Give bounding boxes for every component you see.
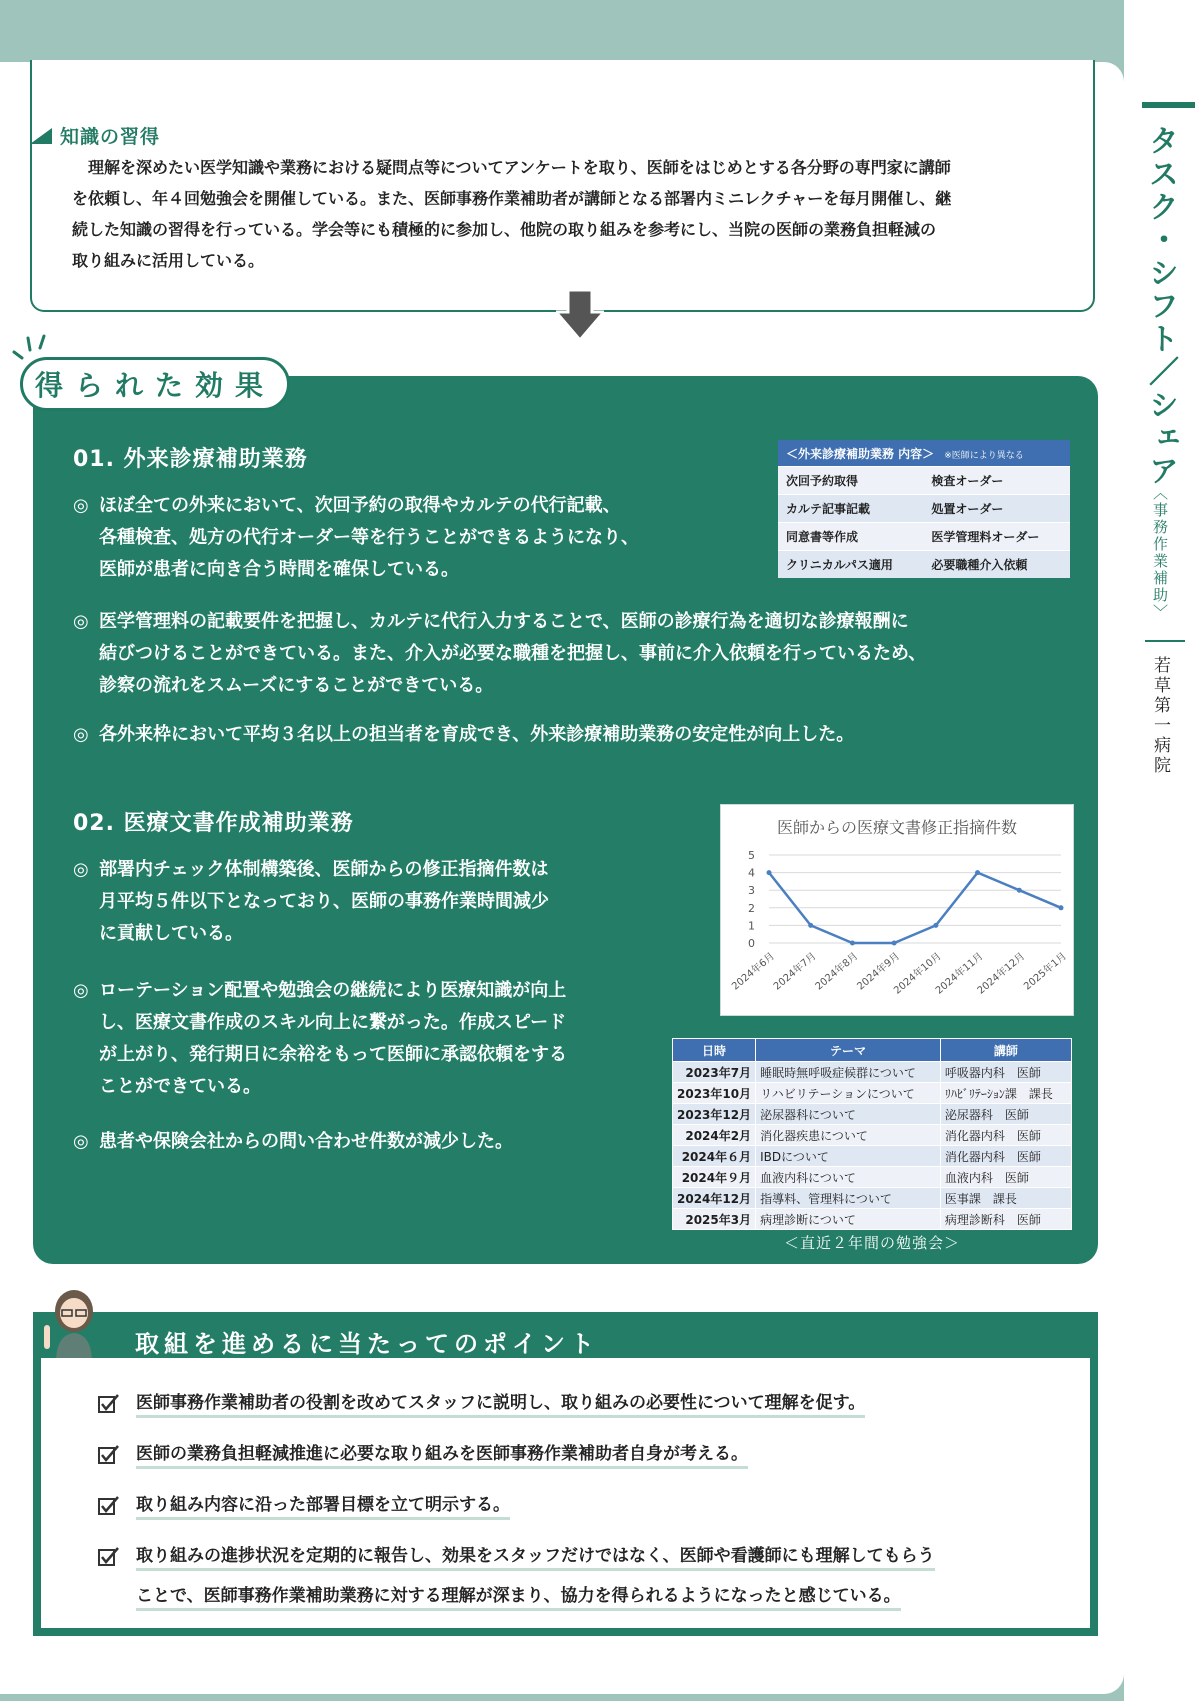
bullet-text: 医師が患者に向き合う時間を確保している。 <box>99 559 459 580</box>
point-item-2 <box>136 1436 748 1472</box>
bullet-text: し、医療文書作成のスキル向上に繋がった。作成スピード <box>99 1012 567 1033</box>
bullet-icon: ◎ <box>73 724 89 745</box>
checkbox-icon <box>98 1546 120 1568</box>
duty-cell: 処置オーダー <box>923 495 1070 523</box>
seminar-cell: 2023年10月 <box>673 1083 756 1104</box>
seminar-cell: 2025年3月 <box>673 1209 756 1230</box>
point-item-1 <box>136 1385 865 1421</box>
heading-marker-icon <box>30 128 52 144</box>
point-text: ことで、医師事務作業補助業務に対する理解が深まり、協力を得られるようになったと感じている。 <box>136 1586 901 1611</box>
chart-x-tick: 2024年11月 <box>933 950 986 997</box>
duty-cell: 検査オーダー <box>923 467 1070 495</box>
section-documents-title: 02. 医療文書作成補助業務 <box>73 811 354 836</box>
side-divider <box>1145 640 1185 642</box>
duty-cell: 同意書等作成 <box>778 523 923 551</box>
point-item-4 <box>136 1538 935 1614</box>
seminar-cell: 2024年６月 <box>673 1146 756 1167</box>
duty-cell: 必要職種介入依頼 <box>923 551 1070 579</box>
bullet-text: ほぼ全ての外来において、次回予約の取得やカルテの代行記載、 <box>99 495 621 516</box>
bullet-icon: ◎ <box>73 1131 89 1152</box>
arrow-down-icon <box>556 290 604 342</box>
seminar-cell: 消化器内科 医師 <box>940 1125 1071 1146</box>
side-title: タスク・シフト／シェア <box>1143 125 1178 488</box>
seminar-cell: 睡眠時無呼吸症候群について <box>756 1062 941 1083</box>
chart-point <box>933 923 938 928</box>
knowledge-line: 理解を深めたい医学知識や業務における疑問点等についてアンケートを取り、医師をはじめとする各分野の専門家に講師 <box>72 158 951 177</box>
knowledge-title: 知識の習得 <box>60 126 161 148</box>
duty-table-header <box>778 440 1070 467</box>
chart-point <box>1059 905 1064 910</box>
side-subtitle: 〈事務作業補助〉 <box>1151 485 1169 621</box>
checkbox-icon <box>98 1444 120 1466</box>
bullet-text: ことができている。 <box>99 1076 261 1097</box>
seminar-cell: 泌尿器科について <box>756 1104 941 1125</box>
chart-point <box>808 923 813 928</box>
seminar-cell: 血液内科 医師 <box>940 1167 1071 1188</box>
seminar-cell: 2024年2月 <box>673 1125 756 1146</box>
seminar-cell: 2024年９月 <box>673 1167 756 1188</box>
chart-x-tick: 2025年1月 <box>1022 950 1069 993</box>
chart-svg <box>721 805 1073 1015</box>
seminar-cell: 泌尿器科 医師 <box>940 1104 1071 1125</box>
bullet-text: 患者や保険会社からの問い合わせ件数が減少した。 <box>99 1131 513 1152</box>
bullet-text: が上がり、発行期日に余裕をもって医師に承認依頼をする <box>99 1044 567 1065</box>
bullet-documents-1 <box>73 854 549 950</box>
side-strip-bar <box>1142 102 1195 108</box>
bullet-text: 部署内チェック体制構築後、医師からの修正指摘件数は <box>99 859 549 880</box>
effects-tab: 得られた効果 <box>20 357 290 411</box>
knowledge-line: 続した知識の習得を行っている。学会等にも積極的に参加し、他院の取り組みを参考にし、当院の医師の業務負担軽減の <box>72 220 937 239</box>
bullet-icon: ◎ <box>73 611 89 632</box>
chart-x-tick: 2024年10月 <box>892 950 944 997</box>
bullet-text: 医学管理料の記載要件を把握し、カルテに代行入力することで、医師の診療行為を適切な診療報酬に <box>99 611 909 632</box>
point-text: 取り組みの進捗状況を定期的に報告し、効果をスタッフだけではなく、医師や看護師にも理解してもらう <box>136 1546 935 1571</box>
seminar-cell: IBDについて <box>756 1146 941 1167</box>
seminar-cell: 医事課 課長 <box>940 1188 1071 1209</box>
seminar-header: 日時 <box>673 1039 756 1062</box>
chart-y-tick: 4 <box>748 866 755 880</box>
bullet-outpatient-1 <box>73 490 639 586</box>
chart-y-tick: 3 <box>748 884 755 898</box>
bullet-documents-2 <box>73 975 567 1103</box>
seminar-cell: 病理診断について <box>756 1209 941 1230</box>
chart-point <box>850 941 855 946</box>
duty-header-text: ＜外来診療補助業務 内容＞ <box>786 446 935 461</box>
point-text: 取り組み内容に沿った部署目標を立て明示する。 <box>136 1495 510 1520</box>
chart-point <box>767 870 772 875</box>
bullet-text: に貢献している。 <box>99 923 243 944</box>
chart-x-tick: 2024年6月 <box>730 950 777 993</box>
duty-cell: カルテ記事記載 <box>778 495 923 523</box>
point-text: 医師事務作業補助者の役割を改めてスタッフに説明し、取り組みの必要性について理解を促す。 <box>136 1393 865 1418</box>
chart-x-tick: 2024年7月 <box>771 950 819 993</box>
bullet-text: 結びつけることができている。また、介入が必要な職種を把握し、事前に介入依頼を行っているため、 <box>99 643 927 664</box>
chart-y-tick: 1 <box>748 919 755 933</box>
knowledge-text <box>72 152 1072 276</box>
bullet-text: 各外来枠において平均３名以上の担当者を育成でき、外来診療補助業務の安定性が向上した。 <box>99 724 855 745</box>
chart-y-tick: 5 <box>748 849 755 862</box>
side-hospital: 若草第一病院 <box>1150 656 1170 776</box>
checkbox-icon <box>98 1393 120 1415</box>
seminar-cell: 2023年7月 <box>673 1062 756 1083</box>
seminar-cell: ﾘﾊﾋﾞﾘﾃｰｼｮﾝ課 課長 <box>940 1083 1071 1104</box>
knowledge-line: を依頼し、年４回勉強会を開催している。また、医師事務作業補助者が講師となる部署内ミニレクチャーを毎月開催し、継 <box>72 189 952 208</box>
bullet-documents-3 <box>73 1126 513 1158</box>
chart-y-tick: 0 <box>748 937 755 950</box>
bullet-text: 各種検査、処方の代行オーダー等を行うことができるようになり、 <box>99 527 639 548</box>
knowledge-line: 取り組みに活用している。 <box>72 251 265 270</box>
instructor-avatar-icon <box>38 1285 108 1363</box>
bullet-icon: ◎ <box>73 980 89 1001</box>
chart-point <box>892 941 897 946</box>
bullet-outpatient-2 <box>73 606 926 702</box>
knowledge-heading <box>30 122 160 149</box>
bullet-icon: ◎ <box>73 859 89 880</box>
section-outpatient-title: 01. 外来診療補助業務 <box>73 447 308 472</box>
duty-cell: クリニカルパス適用 <box>778 551 923 579</box>
bullet-outpatient-3 <box>73 719 854 751</box>
seminar-header: 講師 <box>940 1039 1071 1062</box>
bullet-text: 診察の流れをスムーズにすることができている。 <box>99 675 494 696</box>
point-text: 医師の業務負担軽減推進に必要な取り組みを医師事務作業補助者自身が考える。 <box>136 1444 748 1469</box>
bullet-icon: ◎ <box>73 495 89 516</box>
chart-x-tick: 2024年9月 <box>855 950 903 993</box>
checkbox-icon <box>98 1495 120 1517</box>
chart-y-tick: 2 <box>748 901 755 915</box>
seminar-cell: 消化器内科 医師 <box>940 1146 1071 1167</box>
seminar-cell: 病理診断科 医師 <box>940 1209 1071 1230</box>
duty-cell: 次回予約取得 <box>778 467 923 495</box>
duty-header-note: ※医師により異なる <box>944 450 1024 461</box>
seminar-cell: リハビリテーションについて <box>756 1083 941 1104</box>
chart-point <box>975 870 980 875</box>
seminar-header: テーマ <box>756 1039 941 1062</box>
seminar-table <box>672 1038 1072 1230</box>
chart-x-tick: 2024年8月 <box>813 950 861 993</box>
correction-chart <box>720 804 1074 1016</box>
duty-cell: 医学管理料オーダー <box>923 523 1070 551</box>
bullet-text: ローテーション配置や勉強会の継続により医療知識が向上 <box>99 980 567 1001</box>
points-title: 取組を進めるに当たってのポイント <box>135 1330 599 1358</box>
seminar-cell: 呼吸器内科 医師 <box>940 1062 1071 1083</box>
seminar-cell: 消化器疾患について <box>756 1125 941 1146</box>
seminar-caption: ＜直近２年間の勉強会＞ <box>783 1234 960 1252</box>
chart-title: 医師からの医療文書修正指摘件数 <box>776 818 1018 837</box>
duty-table <box>778 440 1070 578</box>
chart-point <box>1017 888 1022 893</box>
seminar-cell: 血液内科について <box>756 1167 941 1188</box>
seminar-cell: 2024年12月 <box>673 1188 756 1209</box>
chart-x-tick: 2024年12月 <box>975 950 1028 997</box>
point-item-3 <box>136 1487 510 1523</box>
seminar-cell: 2023年12月 <box>673 1104 756 1125</box>
seminar-cell: 指導料、管理料について <box>756 1188 941 1209</box>
bullet-text: 月平均５件以下となっており、医師の事務作業時間減少 <box>99 891 549 912</box>
